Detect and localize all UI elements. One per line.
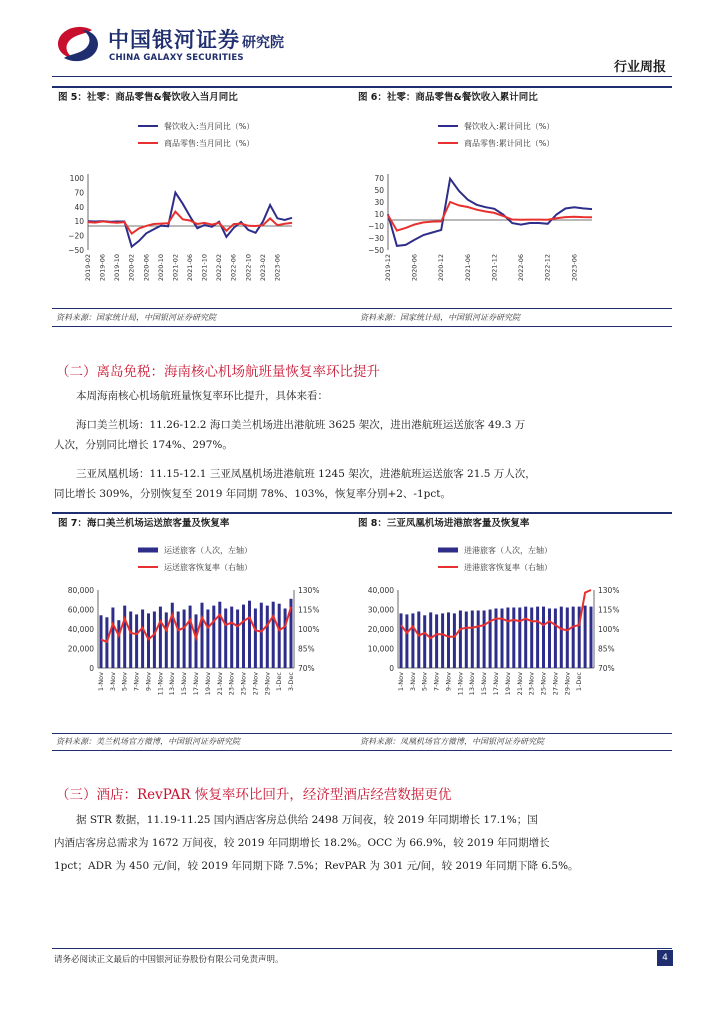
bar <box>417 612 420 669</box>
bar <box>501 609 504 669</box>
bar <box>183 610 186 669</box>
x-tick-label: 1-Dec <box>575 672 584 692</box>
bar <box>201 603 204 668</box>
figure-8-source: 资料来源：凤凰机场官方微博，中国银河证券研究院 <box>360 737 544 746</box>
legend-label: 餐饮收入:当月同比（%） <box>164 122 255 131</box>
bar <box>206 610 209 669</box>
bar <box>224 609 227 669</box>
x-tick-label: 3-Dec <box>287 672 295 692</box>
bar <box>141 610 144 669</box>
left-tick-label: 60,000 <box>67 605 94 615</box>
bar <box>590 607 593 668</box>
x-tick-label: 23-Nov <box>527 672 536 696</box>
bar <box>405 614 408 668</box>
figure-row-end-rule <box>52 750 672 751</box>
left-tick-label: 0 <box>389 664 394 673</box>
bar <box>518 608 521 669</box>
legend-label: 进港旅客（人次，左轴） <box>464 546 552 555</box>
paragraph-line: 人次，分别同比增长 174%、297%。 <box>54 439 233 451</box>
bar <box>471 611 474 669</box>
x-tick-label: 2019-06 <box>98 254 107 282</box>
x-tick-label: 3-Nov <box>408 672 417 692</box>
bar <box>284 609 287 669</box>
figure-7 <box>52 512 352 732</box>
x-tick-label: 21-Nov <box>215 672 224 696</box>
footer-disclaimer: 请务必阅读正文最后的中国银河证券股份有限公司免责声明。 <box>54 955 284 965</box>
bar <box>524 607 527 668</box>
bar <box>242 605 245 668</box>
x-tick-label: 5-Nov <box>420 672 429 692</box>
right-tick-label: 85% <box>298 644 315 654</box>
legend-label: 商品零售:累计同比（%） <box>464 139 555 148</box>
bar <box>554 609 557 669</box>
footer-rule <box>52 948 672 949</box>
x-tick-label: 27-Nov <box>251 672 260 696</box>
bar <box>536 607 539 668</box>
bar <box>272 602 275 668</box>
figure-title: 图 8：三亚凤凰机场进港旅客量及恢复率 <box>358 518 530 529</box>
x-tick-label: 17-Nov <box>192 672 200 696</box>
paragraph-line: 三亚凤凰机场：11.15-12.1 三亚凤凰机场进港航班 1245 架次，进港航班运送旅客 21.5 万人次， <box>76 468 536 480</box>
right-tick-label: 70% <box>598 664 615 673</box>
right-tick-label: 130% <box>598 586 620 595</box>
chart-5 <box>52 108 352 318</box>
bar <box>495 609 498 669</box>
right-tick-label: 130% <box>298 586 320 595</box>
x-tick-label: 2020-10 <box>156 254 165 282</box>
y-tick-label: 70 <box>374 174 384 183</box>
x-tick-label: 9-Nov <box>444 672 453 692</box>
bar <box>584 606 587 668</box>
page-number: 4 <box>657 950 673 966</box>
legend-label: 餐饮收入:累计同比（%） <box>464 122 555 131</box>
bar <box>572 607 575 668</box>
x-tick-label: 2022-10 <box>244 254 253 282</box>
right-tick-label: 85% <box>598 644 615 654</box>
bar <box>512 608 515 669</box>
x-tick-label: 2021-06 <box>186 254 194 282</box>
paragraph-line: 海口美兰机场：11.26-12.2 海口美兰机场进出港航班 3625 架次，进出港航班运送旅客 49.3 万 <box>76 419 526 431</box>
figure-row-bottom-rule <box>52 308 672 309</box>
right-tick-label: 100% <box>598 625 620 634</box>
x-tick-label: 15-Nov <box>480 672 489 696</box>
y-tick-label: −50 <box>368 246 384 255</box>
bar <box>483 611 486 669</box>
left-tick-label: 80,000 <box>67 586 94 595</box>
x-tick-label: 2022-12 <box>543 254 552 282</box>
bar <box>159 607 162 668</box>
bar <box>542 607 545 668</box>
x-tick-label: 29-Nov <box>263 672 272 696</box>
chart-7 <box>52 534 352 734</box>
bar <box>254 609 257 669</box>
bar <box>453 613 456 668</box>
bar <box>260 603 263 668</box>
bar <box>218 602 221 668</box>
legend-label: 运送旅客恢复率（右轴） <box>164 563 252 572</box>
x-tick-label: 5-Nov <box>120 672 129 692</box>
x-tick-label: 2023-06 <box>273 254 282 282</box>
bar <box>530 608 533 669</box>
bar <box>441 613 444 668</box>
x-tick-label: 27-Nov <box>551 672 560 696</box>
bar <box>129 612 132 669</box>
y-tick-label: 50 <box>374 186 384 195</box>
figure-5 <box>52 86 352 326</box>
brand-name-en: CHINA GALAXY SECURITIES <box>109 53 244 63</box>
chart-6 <box>352 108 652 318</box>
y-tick-label: −30 <box>368 234 384 243</box>
legend-label: 商品零售:当月同比（%） <box>164 139 255 148</box>
brand-name-cn: 中国银河证券 <box>108 28 240 52</box>
bar <box>560 607 563 668</box>
x-tick-label: 13-Nov <box>468 672 477 696</box>
figure-5-source: 资料来源：国家统计局，中国银河证券研究院 <box>56 313 216 322</box>
x-tick-label: 13-Nov <box>168 672 177 696</box>
x-tick-label: 2019-10 <box>113 254 122 282</box>
right-tick-label: 115% <box>298 605 320 615</box>
x-tick-label: 2023-06 <box>570 254 579 282</box>
figure-8 <box>352 512 672 732</box>
x-tick-label: 2021-10 <box>200 254 209 282</box>
x-tick-label: 15-Nov <box>180 672 189 696</box>
bar <box>100 615 103 668</box>
y-tick-label: −50 <box>68 246 84 255</box>
bar <box>423 615 426 668</box>
bar <box>465 612 468 669</box>
bar <box>266 606 269 668</box>
bar <box>117 620 120 668</box>
bar <box>459 611 462 669</box>
x-tick-label: 2022-06 <box>229 254 238 282</box>
bar <box>489 610 492 669</box>
y-tick-label: 70 <box>74 188 84 198</box>
x-tick-label: 1-Dec <box>275 672 284 692</box>
y-tick-label: 40 <box>74 202 84 212</box>
bar <box>212 606 215 668</box>
x-tick-label: 11-Nov <box>456 672 465 696</box>
figure-6-source: 资料来源：国家统计局，中国银河证券研究院 <box>360 313 520 322</box>
bar <box>111 608 114 669</box>
left-tick-label: 30,000 <box>367 605 394 615</box>
y-tick-label: 10 <box>374 210 384 219</box>
y-tick-label: −10 <box>368 222 384 231</box>
y-tick-label: 100 <box>69 174 84 183</box>
bar <box>447 612 450 668</box>
x-tick-label: 2021-06 <box>463 254 472 282</box>
x-tick-label: 7-Nov <box>432 672 441 692</box>
bar <box>477 611 480 669</box>
legend-label: 进港旅客恢复率（右轴） <box>464 563 552 572</box>
bar <box>177 612 180 669</box>
section-heading-hotel: （三）酒店：RevPAR 恢复率环比回升，经济型酒店经营数据更优 <box>56 787 452 803</box>
x-tick-label: 2022-06 <box>517 254 526 282</box>
figure-row-end-rule <box>52 326 672 327</box>
x-tick-label: 2020-02 <box>127 254 136 282</box>
figure-6 <box>352 86 672 326</box>
bar <box>429 612 432 668</box>
x-tick-label: 21-Nov <box>515 672 524 696</box>
x-tick-label: 1-Nov <box>97 672 105 692</box>
chart-8 <box>352 534 652 734</box>
x-tick-label: 2020-06 <box>410 254 419 282</box>
report-type: 行业周报 <box>613 60 666 75</box>
company-logo <box>52 22 104 66</box>
bar <box>189 606 192 668</box>
figure-row-bottom-rule <box>52 733 672 734</box>
x-tick-label: 7-Nov <box>132 672 141 692</box>
y-tick-label: 30 <box>374 198 384 207</box>
bar <box>153 612 156 669</box>
legend-label: 运送旅客（人次，左轴） <box>164 546 252 555</box>
x-tick-label: 25-Nov <box>239 672 248 696</box>
bar <box>248 601 251 668</box>
left-tick-label: 40,000 <box>367 586 394 595</box>
bar <box>435 614 438 668</box>
x-tick-label: 2019-02 <box>84 254 92 282</box>
bar <box>123 606 126 668</box>
bar <box>566 608 569 669</box>
left-tick-label: 20,000 <box>67 644 94 654</box>
brand-suffix: 研究院 <box>242 35 284 51</box>
bar <box>165 612 168 668</box>
x-tick-label: 17-Nov <box>492 672 500 696</box>
x-tick-label: 11-Nov <box>156 672 165 696</box>
figure-title: 图 7：海口美兰机场运送旅客量及恢复率 <box>58 518 230 529</box>
bar <box>506 608 509 669</box>
figure-title: 图 5：社零：商品零售&餐饮收入当月同比 <box>58 92 238 103</box>
left-tick-label: 40,000 <box>67 625 94 634</box>
left-tick-label: 0 <box>89 664 94 673</box>
figure-title: 图 6：社零：商品零售&餐饮收入累计同比 <box>358 92 538 103</box>
figure-7-source: 资料来源：美兰机场官方微博，中国银河证券研究院 <box>56 737 240 746</box>
bar <box>548 609 551 669</box>
x-tick-label: 25-Nov <box>539 672 548 696</box>
section-heading-duty-free: （二）离岛免税：海南核心机场航班量恢复率环比提升 <box>56 364 380 380</box>
y-tick-label: −20 <box>68 231 84 241</box>
bar <box>400 613 403 668</box>
bar <box>236 610 239 669</box>
x-tick-label: 19-Nov <box>503 672 512 696</box>
x-tick-label: 2020-12 <box>437 254 446 282</box>
left-tick-label: 10,000 <box>367 644 394 654</box>
x-tick-label: 3-Nov <box>108 672 117 692</box>
header-rule <box>52 76 672 77</box>
paragraph-line: 同比增长 309%，分别恢复至 2019 年同期 78%、103%，恢复率分别+2、-1pct。 <box>54 488 451 500</box>
x-tick-label: 2021-02 <box>171 254 180 282</box>
x-tick-label: 9-Nov <box>144 672 153 692</box>
x-tick-label: 2019-12 <box>384 254 392 282</box>
right-tick-label: 70% <box>298 664 315 673</box>
left-tick-label: 20,000 <box>367 625 394 634</box>
x-tick-label: 2022-02 <box>215 254 224 282</box>
series-line <box>388 202 592 231</box>
paragraph-line: 本周海南核心机场航班量恢复率环比提升，具体来看： <box>76 390 328 402</box>
paragraph-line: 1pct；ADR 为 450 元/间，较 2019 年同期下降 7.5%；RevPAR 为 301 元/间，较 2019 年同期下降 6.5%。 <box>54 860 579 872</box>
paragraph-line: 据 STR 数据，11.19-11.25 国内酒店客房总供给 2498 万间夜，较 2019 年同期增长 17.1%；国 <box>76 814 538 826</box>
bar <box>411 613 414 668</box>
x-tick-label: 29-Nov <box>563 672 572 696</box>
x-tick-label: 2023-02 <box>258 254 267 282</box>
bar <box>135 614 138 668</box>
x-tick-label: 2021-12 <box>490 254 499 282</box>
bar <box>278 604 281 668</box>
x-tick-label: 19-Nov <box>203 672 212 696</box>
y-tick-label: 10 <box>74 217 84 227</box>
bar <box>230 607 233 668</box>
x-tick-label: 1-Nov <box>397 672 405 692</box>
right-tick-label: 100% <box>298 625 320 634</box>
paragraph-line: 内酒店客房总需求为 1672 万间夜，较 2019 年同期增长 18.2%。OCC 为 66.9%，较 2019 年同期增长 <box>54 837 550 849</box>
x-tick-label: 2020-06 <box>142 254 151 282</box>
x-tick-label: 23-Nov <box>227 672 236 696</box>
right-tick-label: 115% <box>598 605 620 615</box>
